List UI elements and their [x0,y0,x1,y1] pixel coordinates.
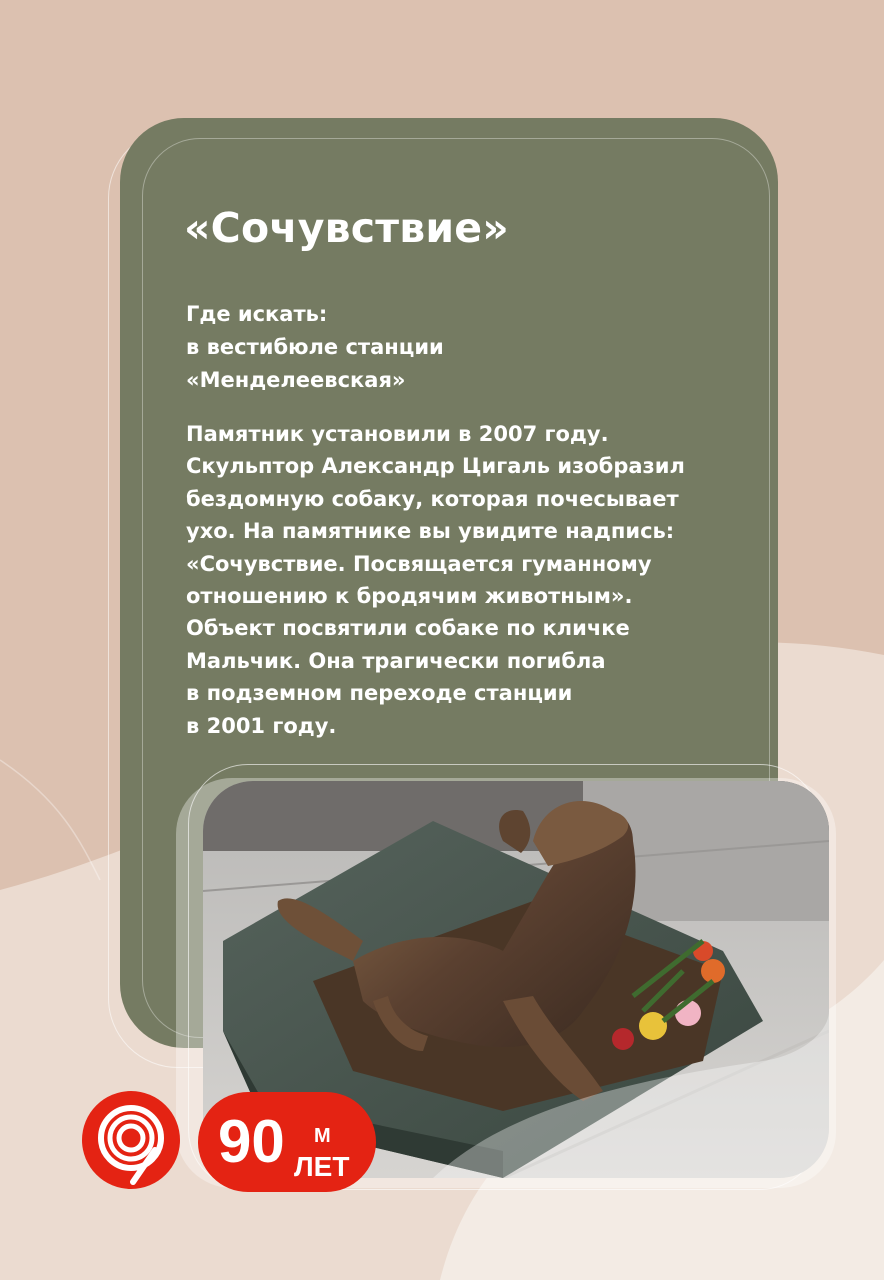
anniversary-90-logo [198,1092,376,1192]
description-line: бездомную собаку, которая почесывает [186,486,679,511]
description-line: «Сочувствие. Посвящается гуманному [186,551,652,576]
location-block [186,298,746,397]
description-text [186,418,766,742]
description-line: в 2001 году. [186,713,337,738]
location-label: Где искать: [186,302,328,326]
description-line: Скульптор Александр Цигаль изобразил [186,454,685,479]
description-line: в подземном переходе станции [186,681,573,706]
location-line-1: в вестибюле станции [186,335,444,359]
anniversary-word: ЛЕТ [294,1151,350,1182]
metro-logo-icon [81,1090,181,1190]
description-line: Объект посвятили собаке по кличке [186,616,630,641]
location-line-2: «Менделеевская» [186,368,406,392]
anniversary-90-icon [198,1092,376,1192]
page-title: «Сочувствие» [184,204,509,252]
description-line: ухо. На памятнике вы увидите надпись: [186,519,675,544]
description-line: Мальчик. Она трагически погибла [186,648,606,673]
description-line: Памятник установили в 2007 году. [186,422,609,446]
anniversary-number: 90 [218,1108,285,1175]
anniversary-letter: М [314,1125,331,1147]
description-line: отношению к бродячим животным». [186,584,633,609]
